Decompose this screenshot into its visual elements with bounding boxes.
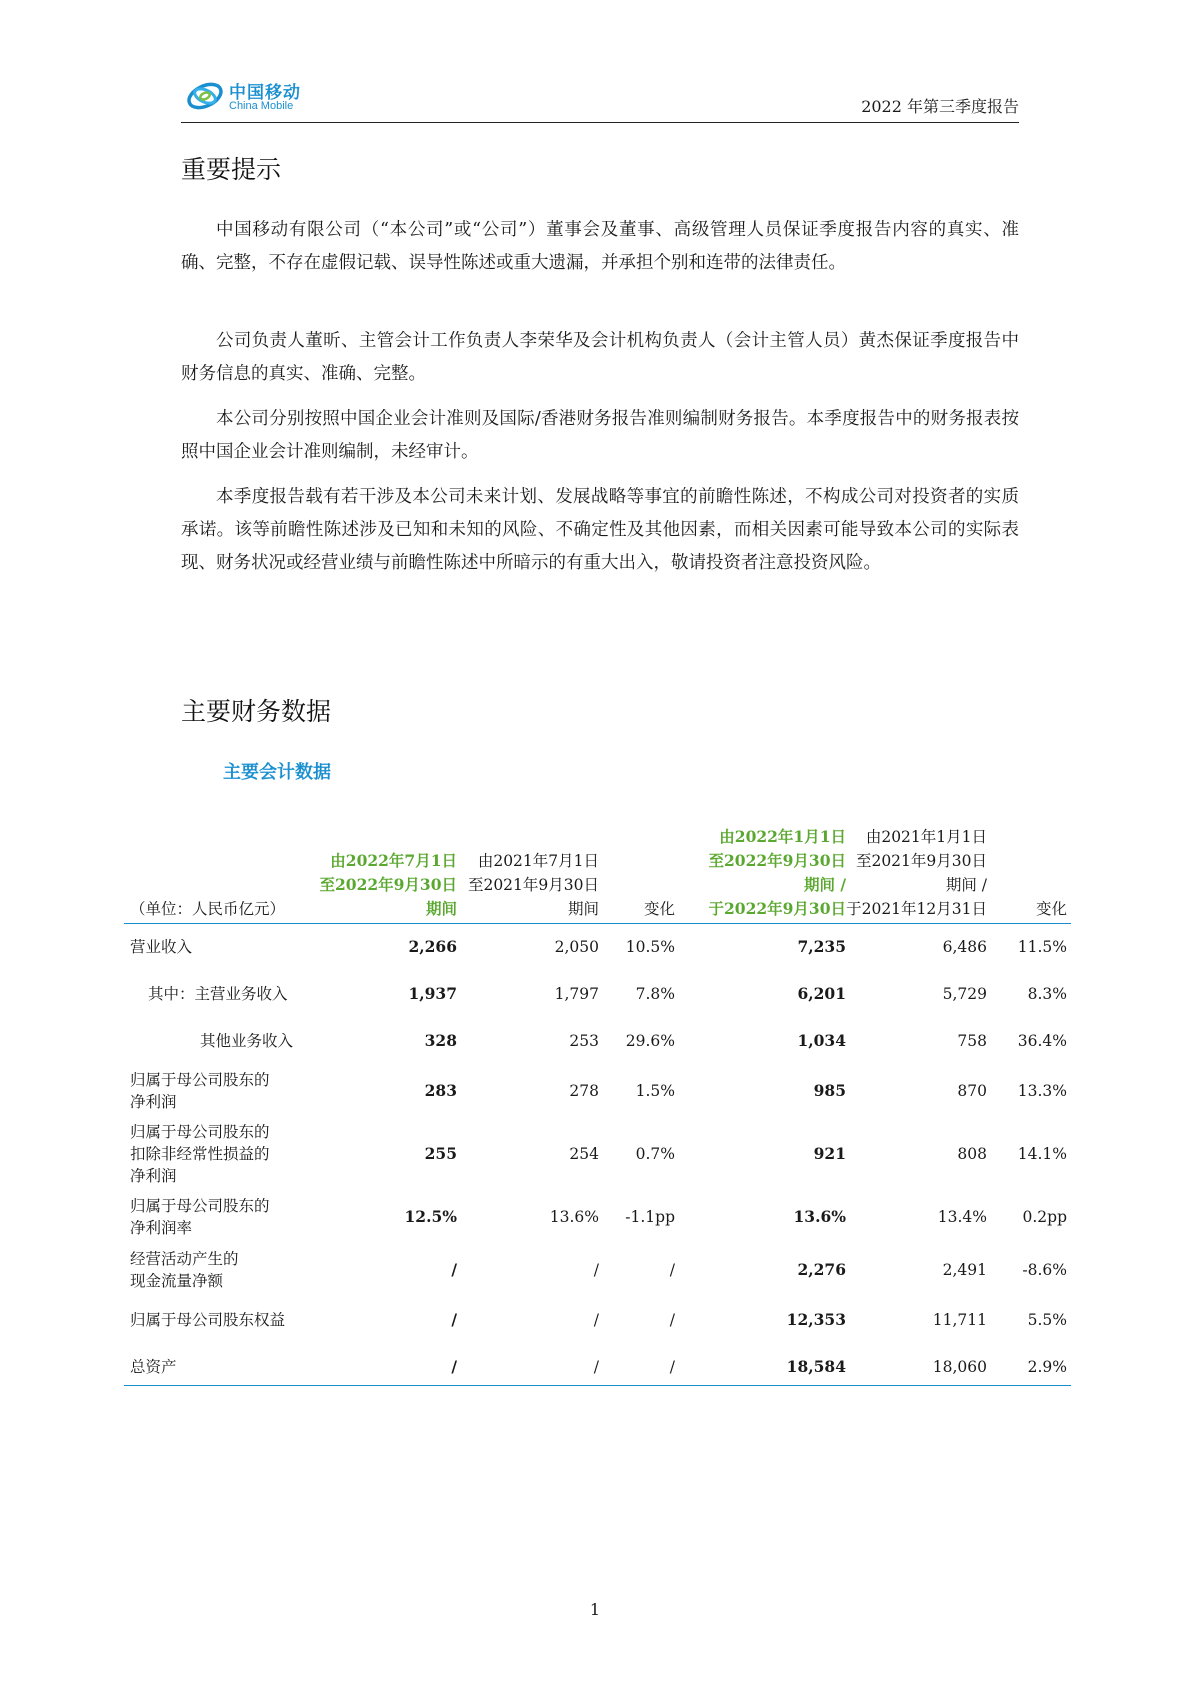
cell-value: 1,034 [797, 1031, 846, 1050]
cell-value: -8.6% [1022, 1261, 1067, 1279]
cell-value: 278 [569, 1082, 599, 1100]
cell-value: / [669, 1261, 675, 1279]
page-header [181, 72, 1019, 123]
row-label: 归属于母公司股东权益 [130, 1311, 286, 1329]
header-q3-2022: 由2022年7月1日 至2022年9月30日 期间 [319, 851, 457, 918]
cell-value: 2.9% [1027, 1358, 1067, 1376]
cell-value: 1,937 [408, 984, 457, 1003]
table-row [124, 1344, 1071, 1391]
page-number: 1 [589, 1600, 601, 1619]
cell-value: 2,491 [942, 1261, 987, 1279]
cell-value: 2,266 [408, 937, 457, 956]
cell-value: 254 [569, 1145, 599, 1163]
cell-value: 18,060 [932, 1358, 987, 1376]
row-label: 总资产 [130, 1358, 177, 1376]
cell-value: 1.5% [635, 1082, 675, 1100]
section-title-financial-data: 主要财务数据 [181, 697, 332, 726]
cell-value: 13.6% [549, 1208, 599, 1226]
cell-value: / [593, 1311, 599, 1329]
cell-value: 7,235 [797, 937, 846, 956]
cell-value: 870 [957, 1082, 987, 1100]
cell-value: 6,201 [797, 984, 846, 1003]
cell-value: 11,711 [932, 1311, 987, 1329]
logo-text-en: China Mobile [229, 100, 294, 112]
paragraph: 本季度报告载有若干涉及本公司未来计划、发展战略等事宜的前瞻性陈述，不构成公司对投资者的实质承诺。该等前瞻性陈述涉及已知和未知的风险、不确定性及其他因素，而相关因素可能导致本公司的实际表现、财务状况或经营业绩与前瞻性陈述中所暗示的有重大出入，敬请投资者注意投资风险。 [181, 487, 1019, 573]
cell-value: 2,050 [554, 938, 599, 956]
cell-value: / [451, 1310, 457, 1329]
cell-value: 985 [813, 1081, 846, 1100]
report-title: 2022 年第三季度报告 [861, 97, 1019, 116]
table-row [124, 1065, 1071, 1118]
cell-value: 7.8% [635, 985, 675, 1003]
row-label: 营业收入 [130, 938, 193, 956]
logo-swirl-icon [185, 76, 225, 116]
cell-value: 758 [957, 1032, 987, 1050]
table-row [124, 1244, 1071, 1297]
cell-value: -1.1pp [625, 1208, 675, 1226]
cell-value: / [593, 1261, 599, 1279]
cell-value: 12,353 [786, 1310, 846, 1329]
row-label: 归属于母公司股东的 净利润 [130, 1071, 270, 1111]
table-header [124, 826, 1071, 924]
cell-value: 13.4% [937, 1208, 987, 1226]
section-title-important-notice: 重要提示 [181, 155, 282, 184]
cell-value: 2,276 [797, 1260, 846, 1279]
cell-value: 283 [424, 1081, 457, 1100]
table-row [124, 1018, 1071, 1065]
cell-value: / [669, 1358, 675, 1376]
cell-value: / [451, 1260, 457, 1279]
cell-value: / [593, 1358, 599, 1376]
table-row [124, 1191, 1071, 1244]
paragraph: 中国移动有限公司（“本公司”或“公司”）董事会及董事、高级管理人员保证季度报告内容的真实、准确、完整，不存在虚假记载、误导性陈述或重大遗漏，并承担个别和连带的法律责任。 [181, 220, 1019, 273]
paragraph: 公司负责人董昕、主管会计工作负责人李荣华及会计机构负责人（会计主管人员）黄杰保证季度报告中财务信息的真实、准确、完整。 [181, 331, 1019, 384]
row-label: 归属于母公司股东的 扣除非经常性损益的 净利润 [130, 1123, 270, 1185]
row-label: 其他业务收入 [200, 1032, 294, 1050]
cell-value: 14.1% [1017, 1145, 1067, 1163]
china-mobile-logo [185, 76, 305, 118]
table-row [124, 924, 1071, 971]
row-label: 归属于母公司股东的 净利润率 [130, 1197, 270, 1237]
subsection-title: 主要会计数据 [223, 762, 331, 783]
header-change-1: 变化 [643, 900, 675, 918]
cell-value: 18,584 [786, 1357, 846, 1376]
table-row [124, 1297, 1071, 1344]
cell-value: 255 [424, 1144, 457, 1163]
cell-value: 808 [957, 1145, 987, 1163]
cell-value: 13.6% [793, 1207, 846, 1226]
row-label: 其中：主营业务收入 [148, 985, 288, 1003]
cell-value: 253 [569, 1032, 599, 1050]
cell-value: 0.7% [635, 1145, 675, 1163]
table-row [124, 971, 1071, 1018]
cell-value: / [669, 1311, 675, 1329]
header-ytd-2022: 由2022年1月1日 至2022年9月30日 期间 / 于2022年9月30日 [708, 827, 846, 918]
cell-value: 8.3% [1027, 985, 1067, 1003]
table-body [124, 924, 1071, 1391]
cell-value: 11.5% [1017, 938, 1067, 956]
row-label: 经营活动产生的 现金流量净额 [130, 1250, 239, 1290]
cell-value: 1,797 [554, 985, 599, 1003]
logo-text-cn: 中国移动 [229, 83, 301, 103]
header-ytd-2021: 由2021年1月1日 至2021年9月30日 期间 / 于2021年12月31日 [846, 828, 987, 918]
cell-value: 13.3% [1017, 1082, 1067, 1100]
table-bottom-rule [124, 1385, 1071, 1386]
paragraph: 本公司分别按照中国企业会计准则及国际/香港财务报告准则编制财务报告。本季度报告中的财务报表按照中国企业会计准则编制，未经审计。 [181, 409, 1019, 462]
cell-value: / [451, 1357, 457, 1376]
unit-label: （单位：人民币亿元） [130, 900, 286, 918]
cell-value: 29.6% [625, 1032, 675, 1050]
cell-value: 5,729 [942, 985, 987, 1003]
financial-table [124, 826, 1071, 1391]
cell-value: 921 [813, 1144, 846, 1163]
header-change-2: 变化 [1035, 900, 1067, 918]
cell-value: 10.5% [625, 938, 675, 956]
cell-value: 5.5% [1027, 1311, 1067, 1329]
cell-value: 0.2pp [1022, 1208, 1067, 1226]
header-q3-2021: 由2021年7月1日 至2021年9月30日 期间 [467, 852, 599, 918]
cell-value: 36.4% [1017, 1032, 1067, 1050]
cell-value: 12.5% [404, 1207, 457, 1226]
table-row [124, 1118, 1071, 1191]
cell-value: 6,486 [942, 938, 987, 956]
cell-value: 328 [424, 1031, 457, 1050]
